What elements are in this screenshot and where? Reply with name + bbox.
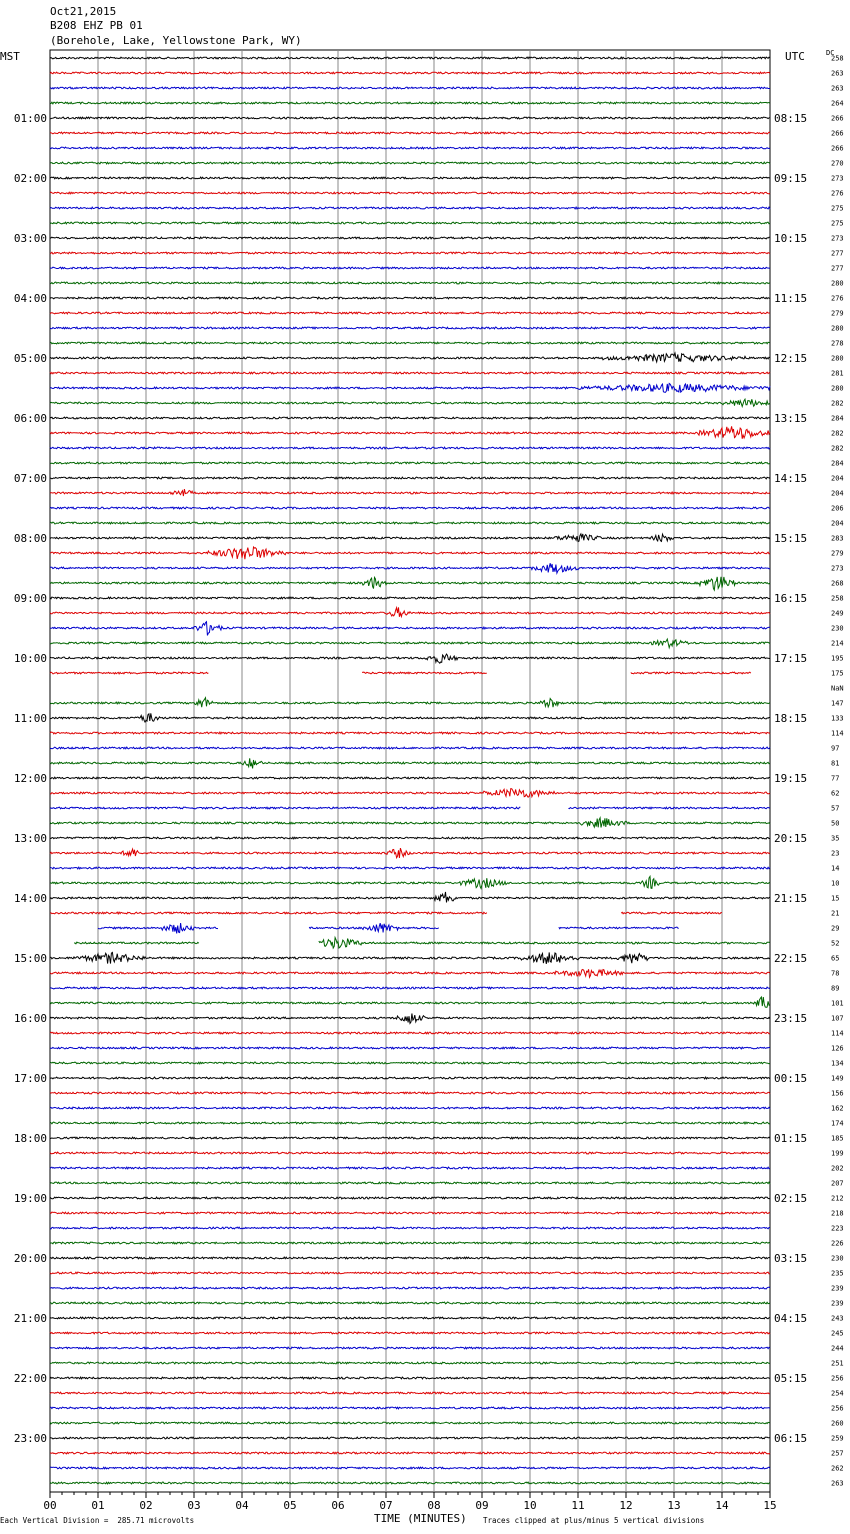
seismic-trace [50, 672, 208, 674]
dc-value: 156 [831, 1089, 844, 1098]
utc-hour-label: 05:15 [774, 1372, 808, 1385]
dc-value: 52 [831, 939, 840, 948]
seismic-trace [50, 563, 770, 573]
utc-hour-label: 02:15 [774, 1192, 808, 1205]
dc-value: 133 [831, 714, 844, 723]
dc-value: 35 [831, 834, 840, 843]
dc-value: 244 [831, 1344, 844, 1353]
x-tick-label: 03 [187, 1499, 201, 1512]
dc-value: 101 [831, 999, 844, 1008]
dc-value: 147 [831, 699, 844, 708]
x-tick-label: 02 [139, 1499, 153, 1512]
seismic-trace [50, 597, 770, 599]
dc-value: 263 [831, 69, 844, 78]
seismic-trace [50, 1197, 770, 1199]
x-tick-label: 07 [379, 1499, 393, 1512]
utc-hour-label: 15:15 [774, 532, 808, 545]
seismic-trace [50, 837, 770, 839]
vertical-division-note: Each Vertical Division = 285.71 microvolts [0, 1516, 195, 1525]
seismic-trace [50, 577, 770, 590]
seismic-trace [50, 1272, 770, 1274]
seismic-trace [50, 87, 770, 89]
dc-value: 207 [831, 1179, 844, 1188]
dc-value: 270 [831, 159, 844, 168]
dc-value: 149 [831, 1074, 844, 1083]
dc-value: 202 [831, 1164, 844, 1173]
x-tick-label: 10 [523, 1499, 537, 1512]
seismic-trace [50, 342, 770, 344]
utc-hour-labels [774, 112, 807, 1445]
seismic-trace [50, 383, 770, 392]
seismic-trace [50, 892, 770, 903]
dc-value: 77 [831, 774, 840, 783]
seismic-trace [50, 848, 770, 858]
seismic-trace [50, 777, 770, 779]
seismic-trace [50, 952, 770, 964]
dc-value: 282 [831, 399, 844, 408]
seismic-trace [559, 927, 679, 929]
mst-hour-label: 20:00 [13, 1252, 47, 1265]
seismic-trace [50, 353, 770, 362]
seismic-trace [50, 1347, 770, 1349]
dc-value: 262 [831, 1464, 844, 1473]
utc-hour-label: 17:15 [774, 652, 808, 665]
dc-value: 280 [831, 354, 844, 363]
dc-value: 114 [831, 729, 844, 738]
utc-hour-label: 14:15 [774, 472, 808, 485]
mst-hour-label: 03:00 [13, 232, 47, 245]
utc-hour-label: 08:15 [774, 112, 808, 125]
dc-value: 245 [831, 1329, 844, 1338]
seismic-trace [50, 698, 770, 708]
dc-value: 62 [831, 789, 840, 798]
x-tick-label: 01 [91, 1499, 105, 1512]
dc-value: 266 [831, 129, 844, 138]
dc-value: 256 [831, 1404, 844, 1413]
dc-value: 268 [831, 579, 844, 588]
dc-value: NaN [831, 684, 844, 693]
seismic-trace [50, 237, 770, 239]
utc-hour-label: 18:15 [774, 712, 808, 725]
seismic-trace [50, 1422, 770, 1424]
dc-value: 107 [831, 1014, 844, 1023]
utc-hour-label: 03:15 [774, 1252, 808, 1265]
trace-group [50, 57, 770, 1484]
dc-value: 21 [831, 909, 840, 918]
seismic-trace [50, 1452, 770, 1454]
mst-hour-label: 16:00 [13, 1012, 47, 1025]
x-tick-label: 11 [571, 1499, 585, 1512]
dc-value: 206 [831, 504, 844, 513]
seismic-trace [50, 547, 770, 559]
utc-hour-label: 22:15 [774, 952, 808, 965]
seismic-trace [50, 1047, 770, 1049]
mst-hour-label: 07:00 [13, 472, 47, 485]
dc-value: 258 [831, 54, 844, 63]
seismic-trace [50, 147, 770, 149]
dc-value: 282 [831, 429, 844, 438]
seismic-trace [50, 713, 770, 722]
mst-hour-labels [14, 112, 47, 1445]
dc-value: 29 [831, 924, 840, 933]
seismic-trace [50, 1227, 770, 1229]
dc-value: 256 [831, 1374, 844, 1383]
utc-hour-label: 23:15 [774, 1012, 808, 1025]
mst-hour-label: 23:00 [13, 1432, 47, 1445]
seismic-trace [50, 1437, 770, 1439]
right-timezone-label: UTC [785, 50, 805, 63]
seismic-trace [50, 417, 770, 419]
seismic-trace [621, 912, 722, 914]
seismic-trace [50, 1287, 770, 1289]
utc-hour-label: 04:15 [774, 1312, 808, 1325]
mst-hour-label: 18:00 [13, 1132, 47, 1145]
seismic-trace [50, 732, 770, 734]
seismic-trace [50, 1467, 770, 1469]
dc-value: 276 [831, 189, 844, 198]
dc-value: 283 [831, 534, 844, 543]
seismic-trace [50, 1242, 770, 1244]
seismic-trace [50, 997, 770, 1007]
seismic-trace [50, 969, 770, 977]
dc-value: 275 [831, 219, 844, 228]
mst-hour-label: 12:00 [13, 772, 47, 785]
utc-hour-label: 21:15 [774, 892, 808, 905]
seismic-trace [50, 1332, 770, 1334]
seismic-trace [50, 912, 487, 914]
seismic-trace [50, 1122, 770, 1124]
dc-value: 243 [831, 1314, 844, 1323]
mst-hour-label: 14:00 [13, 892, 47, 905]
x-axis [43, 1492, 776, 1512]
seismic-trace [50, 1212, 770, 1214]
dc-value: 204 [831, 519, 844, 528]
dc-value: 280 [831, 324, 844, 333]
dc-value: 259 [831, 1434, 844, 1443]
dc-value: 263 [831, 1479, 844, 1488]
dc-value: 278 [831, 339, 844, 348]
seismic-trace [50, 222, 770, 224]
dc-value: 282 [831, 444, 844, 453]
seismic-trace [74, 942, 199, 944]
station-location: (Borehole, Lake, Yellowstone Park, WY) [50, 34, 302, 47]
seismic-trace [50, 1302, 770, 1304]
seismic-trace [98, 923, 218, 933]
dc-value: 273 [831, 564, 844, 573]
seismic-trace [50, 327, 770, 329]
dc-value: 89 [831, 984, 840, 993]
dc-value: 185 [831, 1134, 844, 1143]
dc-values-column [831, 55, 844, 1488]
dc-value: 263 [831, 84, 844, 93]
seismic-trace [362, 672, 487, 674]
utc-hour-label: 01:15 [774, 1132, 808, 1145]
dc-value: 15 [831, 894, 840, 903]
seismic-trace [50, 507, 770, 509]
seismic-trace [50, 399, 770, 406]
dc-value: 199 [831, 1149, 844, 1158]
utc-hour-label: 10:15 [774, 232, 808, 245]
seismic-trace [50, 1014, 770, 1024]
seismic-trace [50, 1152, 770, 1154]
dc-value: 279 [831, 309, 844, 318]
mst-hour-label: 01:00 [13, 112, 47, 125]
seismic-trace [50, 607, 770, 616]
dc-value: 273 [831, 174, 844, 183]
utc-hour-label: 06:15 [774, 1432, 808, 1445]
seismic-trace [50, 447, 770, 449]
mst-hour-label: 19:00 [13, 1192, 47, 1205]
seismic-trace [50, 489, 770, 496]
x-tick-label: 09 [475, 1499, 489, 1512]
dc-value: 23 [831, 849, 840, 858]
seismic-trace [50, 162, 770, 164]
seismic-trace [50, 622, 770, 636]
mst-hour-label: 10:00 [13, 652, 47, 665]
x-tick-label: 06 [331, 1499, 345, 1512]
seismic-trace [568, 807, 770, 809]
mst-hour-label: 17:00 [13, 1072, 47, 1085]
seismic-trace [50, 818, 770, 828]
utc-hour-label: 13:15 [774, 412, 808, 425]
plot-frame [50, 50, 770, 1492]
dc-value: 235 [831, 1269, 844, 1278]
dc-value: 257 [831, 1449, 844, 1458]
dc-value: 266 [831, 144, 844, 153]
seismic-trace [50, 267, 770, 269]
seismic-trace [309, 923, 439, 932]
seismic-trace [50, 747, 770, 749]
dc-value: 204 [831, 489, 844, 498]
seismic-trace [50, 1032, 770, 1034]
seismic-trace [50, 789, 770, 798]
dc-value: 126 [831, 1044, 844, 1053]
dc-value: 264 [831, 99, 844, 108]
mst-hour-label: 04:00 [13, 292, 47, 305]
mst-hour-label: 06:00 [13, 412, 47, 425]
mst-hour-label: 13:00 [13, 832, 47, 845]
x-tick-label: 13 [667, 1499, 681, 1512]
seismic-trace [50, 477, 770, 479]
x-tick-label: 14 [715, 1499, 729, 1512]
dc-value: 65 [831, 954, 840, 963]
seismic-trace [50, 1182, 770, 1184]
seismic-trace [50, 1062, 770, 1064]
dc-value: 78 [831, 969, 840, 978]
dc-value: 273 [831, 234, 844, 243]
left-timezone-label: MST [0, 50, 20, 63]
dc-value: 223 [831, 1224, 844, 1233]
seismic-trace [50, 867, 770, 869]
dc-value: 114 [831, 1029, 844, 1038]
mst-hour-label: 09:00 [13, 592, 47, 605]
utc-hour-label: 11:15 [774, 292, 808, 305]
dc-value: 204 [831, 474, 844, 483]
mst-hour-label: 05:00 [13, 352, 47, 365]
seismic-trace [50, 654, 770, 663]
dc-value: 239 [831, 1299, 844, 1308]
dc-value: 276 [831, 294, 844, 303]
seismic-trace [50, 1077, 770, 1079]
seismic-trace [50, 1362, 770, 1364]
utc-hour-label: 12:15 [774, 352, 808, 365]
dc-value: 260 [831, 1419, 844, 1428]
station-name: B208 EHZ PB 01 [50, 19, 143, 32]
seismic-trace [50, 758, 770, 768]
dc-value: 174 [831, 1119, 844, 1128]
mst-hour-label: 08:00 [13, 532, 47, 545]
mst-hour-label: 15:00 [13, 952, 47, 965]
utc-hour-label: 09:15 [774, 172, 808, 185]
x-tick-label: 08 [427, 1499, 441, 1512]
dc-value: 134 [831, 1059, 844, 1068]
clipping-note: Traces clipped at plus/minus 5 vertical divisions [483, 1516, 705, 1525]
seismic-trace [50, 522, 770, 524]
seismic-trace [50, 117, 770, 119]
mst-hour-label: 11:00 [13, 712, 47, 725]
seismic-trace [50, 1137, 770, 1139]
seismic-trace [50, 1167, 770, 1169]
mst-hour-label: 21:00 [13, 1312, 47, 1325]
seismic-trace [50, 102, 770, 104]
seismic-trace [631, 672, 751, 674]
x-tick-label: 05 [283, 1499, 297, 1512]
utc-hour-label: 16:15 [774, 592, 808, 605]
utc-hour-label: 00:15 [774, 1072, 808, 1085]
plot-date: Oct21,2015 [50, 5, 117, 18]
seismic-trace [50, 1107, 770, 1109]
dc-value: 277 [831, 264, 844, 273]
dc-value: 50 [831, 819, 840, 828]
seismic-trace [50, 462, 770, 464]
seismic-trace [50, 876, 770, 888]
dc-value: 97 [831, 744, 840, 753]
x-tick-label: 15 [763, 1499, 777, 1512]
x-axis-title: TIME (MINUTES) [374, 1512, 467, 1525]
minute-grid [50, 50, 770, 1492]
dc-value: 254 [831, 1389, 844, 1398]
seismic-trace [50, 1407, 770, 1409]
dc-value: 162 [831, 1104, 844, 1113]
seismic-trace [50, 426, 770, 438]
utc-hour-label: 20:15 [774, 832, 808, 845]
dc-column-label: DC [826, 49, 835, 57]
seismic-trace [50, 282, 770, 284]
dc-value: 218 [831, 1209, 844, 1218]
seismic-trace [50, 807, 520, 809]
x-tick-label: 00 [43, 1499, 57, 1512]
dc-value: 281 [831, 369, 844, 378]
dc-value: 277 [831, 249, 844, 258]
dc-value: 280 [831, 279, 844, 288]
utc-hour-label: 19:15 [774, 772, 808, 785]
dc-value: 81 [831, 759, 840, 768]
dc-value: 279 [831, 549, 844, 558]
dc-value: 266 [831, 114, 844, 123]
dc-value: 175 [831, 669, 844, 678]
dc-value: 57 [831, 804, 840, 813]
seismic-trace [50, 534, 770, 542]
seismic-trace [50, 132, 770, 134]
dc-value: 284 [831, 414, 844, 423]
seismic-trace [50, 1092, 770, 1094]
x-tick-label: 12 [619, 1499, 633, 1512]
seismic-trace [50, 192, 770, 194]
dc-value: 275 [831, 204, 844, 213]
seismic-trace [50, 639, 770, 648]
dc-value: 284 [831, 459, 844, 468]
seismic-trace [50, 297, 770, 299]
dc-value: 14 [831, 864, 840, 873]
dc-value: 251 [831, 1359, 844, 1368]
seismic-trace [50, 1317, 770, 1319]
dc-value: 10 [831, 879, 840, 888]
dc-value: 230 [831, 624, 844, 633]
seismic-trace [50, 57, 770, 59]
mst-hour-label: 22:00 [13, 1372, 47, 1385]
dc-value: 230 [831, 1254, 844, 1263]
seismic-trace [50, 177, 770, 179]
seismic-trace [50, 1392, 770, 1394]
dc-value: 280 [831, 384, 844, 393]
seismic-trace [50, 372, 770, 374]
seismic-trace [50, 987, 770, 989]
mst-hour-label: 02:00 [13, 172, 47, 185]
dc-value: 258 [831, 594, 844, 603]
dc-value: 226 [831, 1239, 844, 1248]
dc-value: 249 [831, 609, 844, 618]
seismic-trace [50, 252, 770, 254]
seismic-trace [50, 72, 770, 74]
seismic-trace [50, 1257, 770, 1259]
seismic-trace [50, 1377, 770, 1379]
x-tick-label: 04 [235, 1499, 249, 1512]
seismic-trace [50, 207, 770, 209]
seismic-trace [50, 312, 770, 314]
seismic-trace [50, 1482, 770, 1484]
dc-value: 195 [831, 654, 844, 663]
dc-value: 214 [831, 639, 844, 648]
dc-value: 239 [831, 1284, 844, 1293]
dc-value: 212 [831, 1194, 844, 1203]
